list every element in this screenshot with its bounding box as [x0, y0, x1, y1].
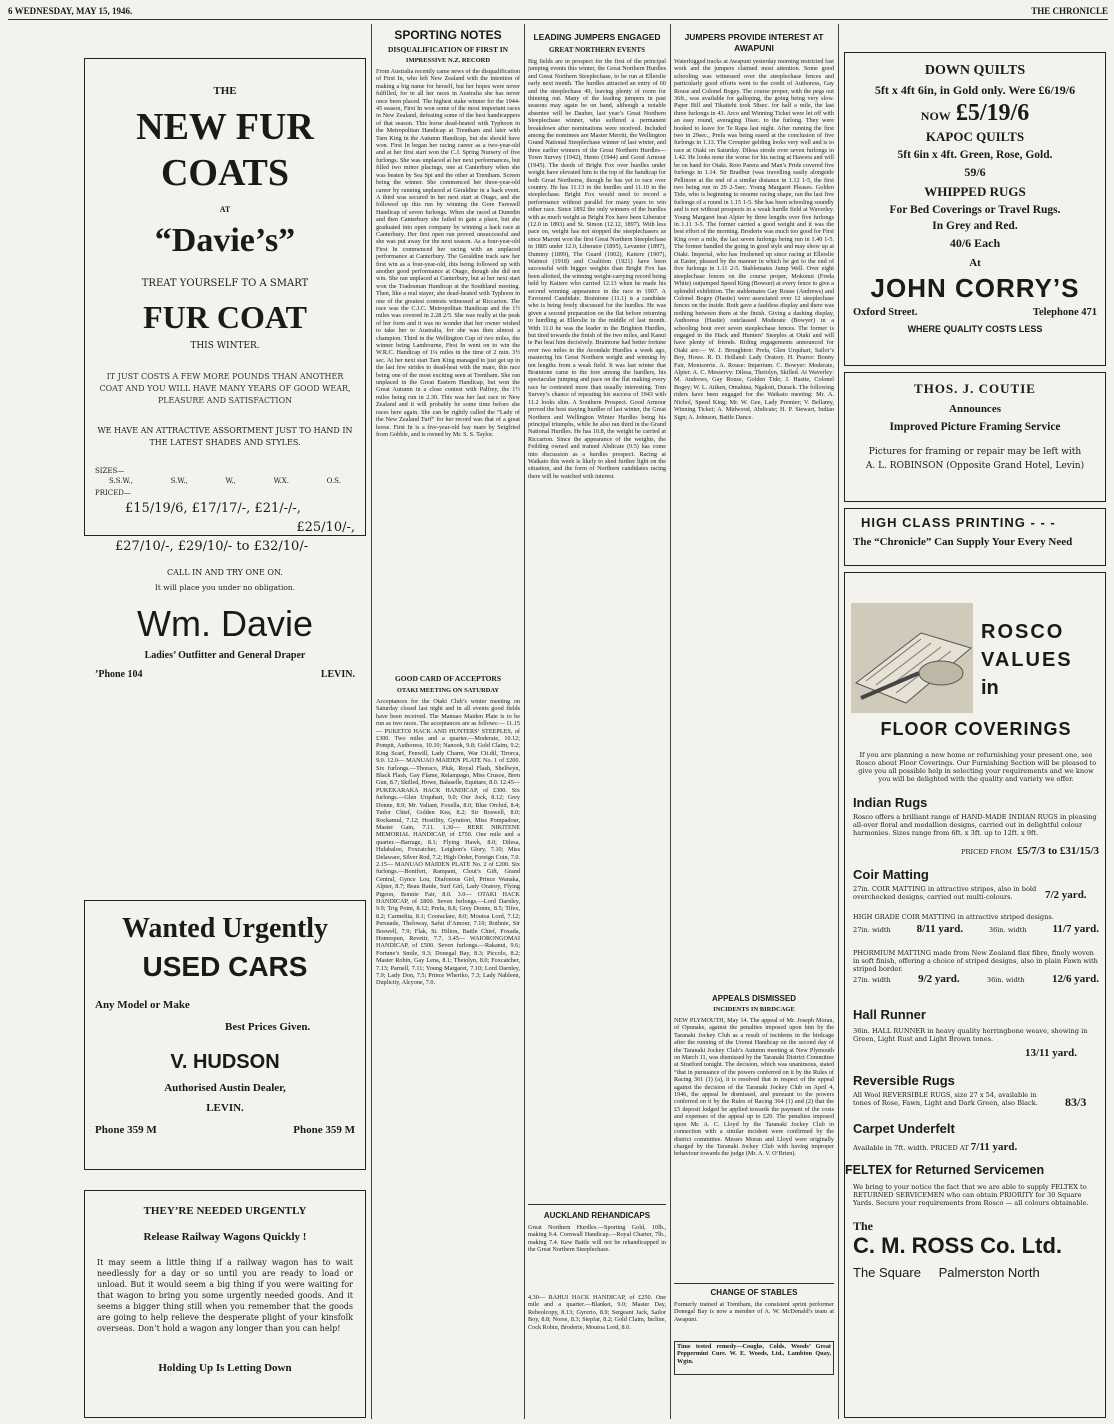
davie-firm-name: Wm. Davie [136, 603, 313, 644]
davie-headline-2: COATS [160, 152, 290, 194]
carpet-underfelt-title: Carpet Underfelt [853, 1121, 955, 1136]
davie-assortment: WE HAVE AN ATTRACTIVE ASSORTMENT JUST TO HAND IN THE LATEST SHADES AND STYLES. [97, 426, 353, 447]
john-corry-ad [844, 52, 1106, 366]
carpet-roll-illustration [851, 603, 973, 713]
hall-runner-title: Hall Runner [853, 1007, 926, 1022]
railway-wagons-notice [84, 1190, 366, 1418]
davie-at: AT [219, 205, 231, 214]
hudson-title-1: Wanted Urgently [121, 913, 329, 944]
coutie-desc: Pictures for framing or repair may be left with [868, 447, 1082, 457]
davie-headline-1: NEW FUR [136, 106, 314, 148]
railway-body: It may seem a little thing if a railway wagon has to wait needlessly for a day or so until you are ready to load or unload. But it would seem a big thing if you were waiting for that wagon to bring you some urgently needed goods. And it seems a bigger thing still when you remember that the goods are going to help relieve the desperate plight of your kinsfolk overseas. Don’t hold a wagon any longer than you can help! [97, 1258, 353, 1333]
awapuni-title: JUMPERS PROVIDE INTEREST AT AWAPUNI [684, 32, 824, 53]
ph-price-1: 9/2 yard. [918, 973, 960, 985]
indian-price: £5/7/3 to £31/15/3 [1017, 845, 1099, 857]
chronicle-printing-ad [844, 508, 1106, 566]
hudson-any-model: Any Model or Make [95, 999, 190, 1011]
woods-peppermint-ad: Time tested remedy—Coughs, Colds, Woods’ Great Peppermint Cure. W. E. Woods, Ltd., Lambton Quay, Wgtn. [674, 1341, 834, 1375]
stables-body: Formerly trained at Trentham, the consistent sprint performer Donegal Bay is now a member of A. W. McDonald’s team at Awapuni. [674, 1301, 834, 1323]
hudson-phone-left: Phone 359 M [95, 1124, 157, 1136]
stables-title: CHANGE OF STABLES [674, 1283, 834, 1297]
carpet-underfelt-body: Available in 7ft. width. PRICED AT [853, 1144, 969, 1152]
davie-priced-label: PRICED— [95, 489, 131, 497]
davie-sizes-label: SIZES— [95, 467, 125, 475]
corry-whipped: WHIPPED RUGS [924, 184, 1026, 199]
awapuni-column [674, 24, 834, 1419]
hudson-used-cars-ad [84, 900, 366, 1170]
corry-at: At [969, 257, 981, 269]
corry-whipped-colours: In Grey and Red. [932, 220, 1018, 232]
awapuni-body: Waterlogged tracks at Awapuni yesterday morning restricted fast work and the jumpers claimed most attention. Some good schooling was witnessed over the steeplechase fences and particularly good efforts went to the credit of Authoress, Gay Rouse and Colonel Bogey. The course proper, with the pegs out 36ft., was available for galloping, the going being very slow. Paper Bill and Tikaitehi took 58sec. for half a mile, the last three furlongs in 43. Arco and Winning Ticket were let off with an easy round, averaging 16sec. to the furlong. They were booked to leave for Te Rapa last night. After running the first two in 29sec., Prefa was being eased at the conclusion of five furlongs in 1.13. The Croupier gelding looks very well and is to race at Otaki on Saturday. Dilesa strode over seven furlongs in 1.42. He looks none the worse for his racing at Hawera and will be on hand for Otaki. Roto Parera and Man’s Pride covered five furlongs in 1.14. Sir Bradbur (was travelling easily alongside Pellinore at the end of a similar distance in 1.12 1-5, the first two being run in 29 2-5sec. Young Margaret Pleases. Golden Tide, who is beginning to resume racing shape, ran the last five furlongs of a round in 1.15 1-5. She has been schooling soundly and is not without prospects in a weak hurdle field at Waverley. Young Margaret beat Alpier by three lengths over five furlongs in 1.11 3-5. The former carried a good weight and it was the best effort of the morning. Broderie was much too good for First King over a mile, the last seven furlongs being run in 1.40 1-5. The former handled the going in good style and may show up at Otaki. Imperial, who has freshened up since racing at Ellerslie at Easter, pleased by the manner in which he got to the end of five furlongs in 1.11 2-5. Stablemates Jump Well. Over eight steeplechase fences on the course proper, Mokonui (Freda White) outjumped Speed King (Bowser) at every fence to give a splendid exhibition. The stablemates Gay Rouse (Andrews) and Colonel Bogey (Hastie) were associated over 12 steeplechase fences on the inside. Both gave a faultless display and there was nothing between them at the finish. Giving a dashing display, Authoress (Hastie) outclassed Moderate (Bowyer) in a schooling bout over seven steeplechase fences. The former is engaged in the Hack and Hunters’ Steeples at Otaki and will have plenty of friends. Riding engagements announced for Otaki are:— W. J. Broughton: Prefa, Glen Urquhart, Sailor’s Boy, Howe. R. D. Holland: Lady Oratory. H. Pearce: Bonny Fair, Montsorrie. A. Rouse: Imperium. C. Bowyer: Moderate, Alpier. A. C. Messervy: Dilesa, Theiolyn, Skilled. At Waverley: M. Andrews, Gay Rouse, Golden Tide; J. Hastie, Colonel Bogey; W. L. Aitken, Omahina, Ngakoti, Durack. The following riders have been engaged for the Waikato meeting: Mr. A. Nichol, Speed King; Mr. W. Gee, Lady Premier; V. Bellamy, Winning Ticket; A. Midwood, Abdicate; H. P. Stewart, Indian Sign; A. Johnson, Battle Dance. [674, 58, 834, 421]
hudson-title-2: USED CARS [142, 951, 308, 982]
page-header [8, 6, 1108, 18]
davie-fur-coat: FUR COAT [143, 299, 307, 335]
header-masthead: THE CHRONICLE [1031, 6, 1108, 16]
davie-sizes [95, 477, 355, 485]
coutie-framing-ad [844, 372, 1106, 502]
davie-call-in: CALL IN AND TRY ONE ON. [167, 568, 283, 577]
printing-line-2: The “Chronicle” Can Supply Your Every Need [853, 536, 1073, 548]
feltex-body: We bring to your notice the fact that we are able to supply FELTEX to RETURNED SERVICEMEN who can obtain PRIORITY for 30 Square Yards. Secure your requirements from Rosco — all colours obtainable. [853, 1183, 1089, 1207]
indian-price-label: PRICED FROM [961, 848, 1013, 856]
acceptors-sub: OTAKI MEETING ON SATURDAY [396, 687, 500, 694]
coir2-price-1: 8/11 yard. [916, 923, 964, 935]
jumpers-body: Big fields are in prospect for the first of the principal jumping events this winter, the Great Northern Hurdles and Great Northern Steeplechase, to be run at Ellerslie early next month. The hurdles attracted an entry of 60 and the steeplechase 49, leaving plenty of room for thinning out. Many of the leading jumpers in past seasons may again be on hand, although a notable absentee will be Dauber, last year’s Great Northern Steeplechase winner, who suffered a permanent breakdown after nominations were received. Included among the nominees are Master Merritt, the Wellington Grand National Steeplechase winner of last winter, and three earlier winners of the Great Northern Hurdles—Town Survey (1942), Hento (1944) and Good Armour (1945). The deeds of Bright Fox over hurdles under weight have elevated him to the top of the handicap for both Great Northerns, though he has yet to race over country. He has 11.13 in the hurdles and 11.10 in the steeplechase. Bright Fox would need to record a performance without parallel for many years to win either race. Since 1892 the only winners of the hurdles with as much weight as Bright Fox have been Liberator (12.0 in 1893) and St. Simon (12.12, 1897). With less pace on, weight has not stopped the steeplechasers as since Maroni won the first Great Northern Steeplechase in 1885 under 12.0, Liberator (1895), Levanter (1897), Dummy (1899), The Guard (1902), Kaitere (1907), Waimoi (1918) and Coalition (1921) have been successful with bigger weights than Bright Fox has been allotted, the winning weight-carrying record being held by Kaitere who carried 12.13 when he made his second winning appearance in the race in 1907. A Favoured Candidate. Braintone (11.1) is a candidate who is being freely discussed for the hurdles. He was given a second preparation on the flat before returning to hurdling at Ellerslie in the middle of last month. With 11.0 he was the leader in the Brighton Hurdles, but tired towards the finish of the two miles, and Kanui te Pai beat him decisively. Braintone had better fortune over two miles in the Avondale Hurdles a week ago, mastering his Great Northern weight and winning by ten lengths from a weak field. It was last winter that Braintone came to the fore among the hurdlers, his spectacular jumping and pace on the flat making every race he contested more than usually interesting. Tom Survey’s chance of repeating his success of 1943 with 11.2 looks slim. A Southern Prospect. Good Armour proved the best staying hurdler of last winter, the Great Northern and Wellington Winter Hurdles being his principal triumphs, while he also ran third in the Grand National Hurdles. He has 10.8, the weight he carried at Riccarton. Since the appearance of the weights, the Feilding owned and trained Abdicate (9.5) has come into discussion as a hurdles prospect. Racing at Waikato this week is likely to shed further light on the situation, and the form of Northern candidates racing there will be watched with interest. [528, 58, 666, 480]
coutie-announces: Announces [949, 403, 1001, 415]
corry-kapoc-price: 59/6 [964, 165, 986, 179]
corry-whipped-price: 40/6 Each [949, 236, 1001, 250]
coutie-address: A. L. ROBINSON (Opposite Grand Hotel, Levin) [865, 461, 1085, 471]
davie-the: THE [213, 85, 237, 97]
corry-now: NOW [920, 109, 951, 123]
hall-runner-body: 36in. HALL RUNNER in heavy quality herringbone weave, showing in Green, Light Rust and Light Brown tones. [853, 1027, 1088, 1043]
hudson-dealer: Authorised Austin Dealer, [164, 1082, 286, 1094]
davie-store-name: “Davie’s” [154, 222, 296, 259]
davie-fur-coats-ad [84, 58, 366, 680]
davie-town: LEVIN. [320, 669, 355, 680]
corry-kapoc: KAPOC QUILTS [925, 129, 1025, 144]
rosco-word: ROSCO [981, 621, 1065, 643]
corry-down-quilts: DOWN QUILTS [924, 63, 1026, 78]
jumpers-title: LEADING JUMPERS ENGAGED [533, 32, 661, 42]
reversible-rugs-body: All Wool REVERSIBLE RUGS, size 27 x 54, available in tones of Rose, Fawn, Light and Dark Green, also Black. [853, 1091, 1038, 1107]
davie-prices-3: £27/10/-, £29/10/- to £32/10/- [115, 539, 309, 554]
leading-jumpers-column [528, 24, 666, 1419]
appeals-sub: INCIDENTS IN BIRDCAGE [713, 1006, 795, 1013]
corry-down-size: 5ft x 4ft 6in, in Gold only. Were £6/19/6 [874, 83, 1076, 97]
sporting-sub-2: IMPRESSIVE N.Z. RECORD [405, 57, 491, 64]
hall-runner-price: 13/11 yard. [1025, 1047, 1077, 1059]
davie-body: IT JUST COSTS A FEW MORE POUNDS THAN ANOTHER COAT AND YOU WILL HAVE MANY YEARS OF GOOD WEAR, PLEASURE AND SATISFACTION [99, 372, 351, 405]
reversible-rugs-price: 83/3 [1065, 1095, 1087, 1109]
davie-treat: TREAT YOURSELF TO A SMART [141, 278, 309, 289]
ph-width-1: 27in. width [853, 976, 891, 984]
coir-body: 27in. COIR MATTING in attractive stripes, also in bold overchecked designs, carried out multi-colours. [853, 885, 1037, 901]
corry-motto: WHERE QUALITY COSTS LESS [907, 324, 1043, 334]
rehandicaps-body: Great Northern Hurdles.—Sporting Gold, 10lb., making 9.4. Cornwall Handicap.—Royal Charter, 7lb., making 7.4. Kew Battle will not be rehandicapped in the Great Northern Steeplechase. [528, 1224, 666, 1254]
size-os: O.S. [326, 477, 341, 485]
rehandicaps-title: AUCKLAND REHANDICAPS [528, 1204, 666, 1220]
sporting-title: SPORTING NOTES [394, 28, 502, 42]
davie-prices-2: £25/10/-, [296, 520, 355, 535]
corry-street: Oxford Street. [853, 307, 918, 318]
rosco-values: VALUES [981, 649, 1073, 671]
acceptors-title: GOOD CARD OF ACCEPTORS [394, 674, 502, 683]
sporting-sub-1: DISQUALIFICATION OF FIRST IN [387, 45, 509, 54]
rosco-intro: If you are planning a new home or refurnishing your present one, see Rosco about Floor Coverings. Our Furnishing Section will be pleased to give you all possible help in selecting your requirements and we know you will be delighted with the quality and variety we offer. [855, 751, 1097, 783]
coir-price: 7/2 yard. [1045, 889, 1087, 901]
acceptors-body: Acceptances for the Otaki Club’s winter meeting on Saturday closed last night and in all events good fields have been received. The Manuao Maiden Plate is to be run as two races. The acceptances are as follows:— 11.15— PUKETOI HACK AND HUNTERS’ STEEPLES, of £300. Two miles and a quarter.—Moderate, 10.12; Pompit, Authoress, 10.10; Nanook, 9.8; Gold Claim, 9.2; King Scarf, Fenwill, Lady Charm, War Cit.dil, Tirorca, 9.0. 12.0— MANUAO MAIDEN PLATE No. 1 of £200. Six furlongs.—Thoraco, Pluk, Royal Flash, Shellwyn, Black Flash, Gay Flame, Relampago, Miss Crusoe, Bren Gun, 8.7; Skilled, Howe, Balaselle, Equitare, 8.0. 12.45— PUKEKARAKA HACK HANDICAP, of £300. Six furlongs.—Glen Urquhart, 9.0; Our Jock, 8.12; Grey Donne, 8.9; Mr. Valiant, Foxella, 8.0; Blue Orchid, 8.4; Tudor Chief, Golden Kea, 8.2; Sir Boswell, 8.0; Rockamul, 7.12; Hostility, Gyration, Miss Pompadour, Master Gain, 7.11. 1.30— RERE NIKITENE MEMORIAL HANDICAP, of £750. One mile and a quarter.—Barrage, 8.1; Flying Hawk, 8.0; Dilesa, Hulabaloo, Foxcatcher, Leighon’s Glory, 7.10; Miss Delaware, Silver Rod, 7.2; High Order, Foreign Coin, 7.0. 2.15— MANUAO MAIDEN PLATE No. 2 of £200. Six furlongs.—Bonifort, Rampant, Clout’s Gift, Grand Central, Gynce Lou, Diafonous Girl, Prince Wanaka, Alpier, 8.7; Beau Raide, Surf Girl, Lady Oratory, Flying Pigeon, Bonnie Fair, 8.0. 3.0— OTAKI HACK HANDICAP, of £800. Seven furlongs.—Lord Darnley, 9.9; Trig Point, 8.12; Prefa, 8.8; Grey Donne, 8.5; Tifex, 8.2; Carmelita, 8.1; Cooraclare, 8.0; Moutoa Lord, 7.12; Persuade, Theloway, Safut d’Amour, 7.10; Rothnie, Sir Boswell, 7.9; Flak, St. Hilton, Battle Chief, Foxada, Homespun, Revetir, 7.7. 3.45— WAIORONGOMAI HANDICAP, of £500. Seven furlongs.—Rakanui, 9.6; Fortune’s Smile, 9.3; Donegal Bay, 8.3; Piccolo, 8.2; Master Robin, Gay Lena, 8.1; Theiolyn, 8.0; Foxcatcher, 7.13; Parnell, 7.11; Young Margaret, 7.10; Lord Darnley, 7.9; Lady Don, 7.5; Prince Wheriko, 7.3; Lady Nahleen, Duplicity, Alcyone, 7.0. [376, 698, 520, 987]
davie-firm-sub: Ladies’ Outfitter and General Draper [144, 650, 306, 661]
jumpers-sub: GREAT NORTHERN EVENTS [549, 46, 645, 54]
hudson-phone-right: Phone 359 M [293, 1124, 355, 1136]
ross-the: The [853, 1219, 874, 1233]
hudson-best-prices: Best Prices Given. [225, 1021, 311, 1033]
coutie-name: THOS. J. COUTIE [914, 381, 1036, 396]
corry-name: JOHN CORRY’S [870, 273, 1080, 303]
coir-matting-title: Coir Matting [853, 867, 929, 882]
phormium-body: PHORMIUM MATTING made from New Zealand flax fibre, finely woven in soft finish, offering a choice of striped designs, also in plain Fawn with striped border. [853, 949, 1098, 973]
size-sw: S.W., [170, 477, 188, 485]
davie-obligation: It will place you under no obligation. [154, 583, 296, 592]
reversible-rugs-title: Reversible Rugs [853, 1073, 955, 1088]
corry-phone: Telephone 471 [1032, 307, 1097, 318]
header-date: 6 WEDNESDAY, MAY 15, 1946. [8, 6, 133, 16]
sporting-notes-column [376, 24, 520, 1419]
railway-title: THEY’RE NEEDED URGENTLY [143, 1205, 307, 1217]
appeals-title: APPEALS DISMISSED [711, 994, 796, 1003]
ross-firm-name: C. M. ROSS Co. Ltd. [853, 1233, 1062, 1258]
appeals-body: NEW PLYMOUTH, May 14. The appeal of Mr. Joseph Moran, of Opunake, against the penalties imposed upon him by the Taranaki Jockey Club as a result of incidents in the birdcage after the running of the Urenui Handicap on the second day of the Taranaki Jockey Club’s Autumn meeting at New Plymouth on March 11, was dismissed by the Taranaki District Committee at Stratford tonight. The decision, which was unanimous, stated “that in pursuance of the powers conferred on it by the Rules of Racing 361 (1) (a), it is resolved that in respect of the appeal against the decision of the Taranaki Jockey Club on April 4, 1946, the appeal be dismissed, and pursuant to the powers conferred on it by the Rules of Racing 364 (1) and (2) that the £5 deposit lodged be applied towards the payment of the costs and expenses of the appeal up to £20. The penalties imposed upon Mr. A. C. Lloyd by the Taranaki Jockey Club in connection with a similar incident were confirmed by the district committee. Messrs Moran and Lloyd were originally charged by the Taranaki Jockey Club with having improper behaviour towards the judge (Mr. A. V. O’Brien). [674, 1017, 834, 1158]
size-ssw: S.S.W., [109, 477, 133, 485]
coir2-width-1: 27in. width [853, 926, 891, 934]
indian-rugs-title: Indian Rugs [853, 795, 928, 810]
davie-prices-1: £15/19/6, £17/17/-, £21/-/-, [125, 501, 301, 516]
coir2-width-2: 36in. width [988, 926, 1027, 934]
corry-whipped-sub: For Bed Coverings or Travel Rugs. [889, 204, 1061, 216]
size-wx: W.X. [273, 477, 289, 485]
ph-price-2: 12/6 yard. [1051, 973, 1099, 985]
rosco-in: in [981, 677, 999, 699]
feltex-title: FELTEX for Returned Servicemen [845, 1163, 1045, 1177]
carpet-underfelt-price: 7/11 yard. [970, 1141, 1018, 1153]
coutie-service: Improved Picture Framing Service [889, 421, 1061, 433]
coir2-price-2: 11/7 yard. [1052, 923, 1099, 935]
ph-width-2: 36in. width [986, 976, 1025, 984]
rosco-floor-coverings-ad [844, 572, 1106, 1418]
hudson-name: V. HUDSON [170, 1051, 280, 1073]
railway-footer: Holding Up Is Letting Down [158, 1362, 292, 1374]
sporting-body: From Australia recently came news of the disqualification of First In, who left New Zealand with the intention of making a big name for herself, but her hopes were never fulfilled, for in all her races in Australia she has never once been placed. The highest stake winner for the 1944-45 season, First In won some of the most important races in New Zealand, defeating some of the best handicappers of that season. This horse dead-heated with Typhoon in the Metropolitan Handicap at Trentham and later with Tarn King in the Autumn Handicap, but she should have won. First In began her racing career as a two-year-old and at her first start won the C.J. Spring Nursery of five furlongs. She was unplaced at her next performances, but filled two minor placings, one at Canterbury when she was beaten by Sea Spi and the other at Trentham. Screen being the winner. She commenced her three-year-old career by running unplaced at Geraldine in a hack event. A third was secured in her next start at Otago, and she followed up this run by winning the Gore Farewell Handicap of seven furlongs. When she raced at Dunedin and then Canterbury she failed to gain a place, but she graduated into open company by winning a hack race at Canterbury. Her first open run proved unsuccessful and she was put away for the next season. As a four-year-old First In commenced her racing with an unplaced performance at Canterbury. The Geraldine track saw her first win as a four-year-old, this being followed up with another good performance at Otago, though she did not win. She ran unplaced at Canterbury, but at her next start won the Tradesman Handicap at the Southland meeting. Then, like a real stayer, she dead-heated with Typhoon in one of the greatest contests witnessed at Riccarton. The race was the C.J.C. Metropolitan Handicap and the 1½ miles was covered in 2.28 2/5. She was really at the peak of her form and it was no wonder that her owner wished to take her to Australia, for she was then almost a champion. Third in the Wellington Cup of two miles, the winner being Lambourne, First In went on to win the W.R.C. Handicap of 1¼ miles in the time of 2 min. 3½ sec. At her next start Tarn King managed to just get up in the last few strides to dead-heat with the mare, this race being one of the most exciting seen at Trentham. She ran unplaced in the Great Eastern Handicap, but won the Great Autumn in a close contest with Palfrey, the 1½ miles being run in 2.30. This was her last race in New Zealand and it will probably be some time before she races here again. She can be rightly called the “Lady of the New Zealand Turf” for her record was that of a great horse. First In is a five-year-old bay mare by Seigfried from Gobble, and is owned by Mr. S. S. Taylor. [376, 68, 520, 438]
hudson-town: LEVIN. [206, 1102, 244, 1114]
coir2-body: HIGH GRADE COIR MATTING in attractive striped designs. [853, 913, 1054, 921]
ross-town: Palmerston North [938, 1265, 1040, 1280]
railway-subtitle: Release Railway Wagons Quickly ! [143, 1231, 307, 1243]
corry-kapoc-size: 5ft 6in x 4ft. Green, Rose, Gold. [897, 149, 1053, 161]
printing-line-1: HIGH CLASS PRINTING - - - [861, 515, 1056, 530]
size-w: W., [225, 477, 236, 485]
davie-phone: ’Phone 104 [95, 669, 143, 680]
rahui-handicap: 4.30— RAHUI HACK HANDICAP, of £250. One mile and a quarter.—Blanket, 9.0; Master Day, Rebeolcopy, 8.13; Gyrerio, 8.9; Sergeant Jack, Sailor Boy, 8.8; Norse, 8.3; Stepfar, 8.2; Gold Claim, Incline, Cock Robin, Broderie, Moutoa Lord, 8.0. [528, 1294, 666, 1331]
corry-price: £5/19/6 [955, 100, 1030, 126]
davie-winter: THIS WINTER. [190, 341, 260, 351]
indian-rugs-body: Rosco offers a brilliant range of HAND-MADE INDIAN RUGS in pleasing all-over floral and medallion designs, carried out in delightful colour harmonies. Sizes range from 6ft. x 3ft. up to 12ft. x 9ft. [853, 813, 1097, 837]
rosco-floor-coverings: FLOOR COVERINGS [880, 719, 1072, 739]
ross-square: The Square [853, 1265, 921, 1280]
